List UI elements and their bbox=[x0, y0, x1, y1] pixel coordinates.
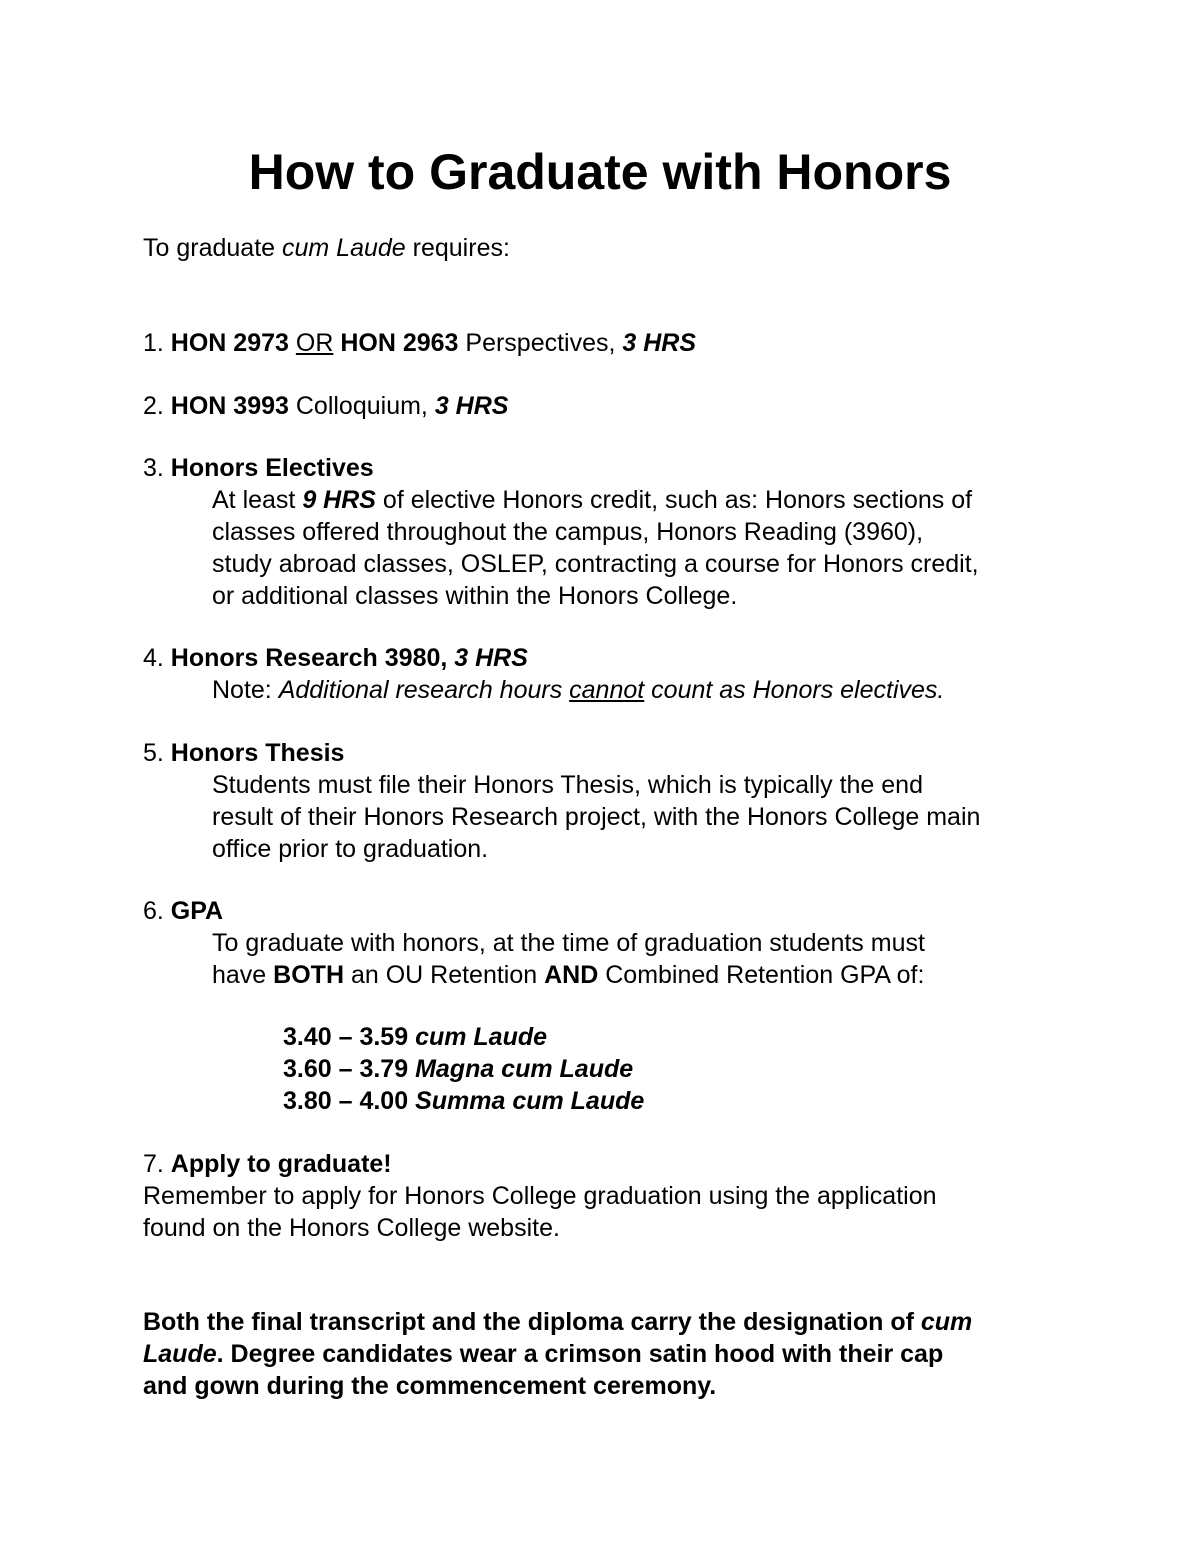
list-item-1 bbox=[143, 327, 696, 359]
text-run: . Degree candidates wear a crimson satin hood with their cap bbox=[216, 1340, 944, 1368]
honor-label: Summa cum Laude bbox=[415, 1087, 645, 1115]
item-heading: Honors Thesis bbox=[170, 739, 345, 767]
item-3-text bbox=[212, 484, 972, 516]
italic-run: cum bbox=[920, 1308, 973, 1336]
text-run: Both the final transcript and the diploma carry the designation of bbox=[143, 1308, 921, 1336]
gpa-range: 3.60 – 3.79 bbox=[283, 1055, 416, 1083]
item-3-text: classes offered throughout the campus, Honors Reading (3960), bbox=[212, 518, 924, 546]
credit-hours: 3 HRS bbox=[622, 329, 697, 357]
item-4-note bbox=[212, 674, 944, 706]
item-number: 4. bbox=[143, 644, 171, 672]
list-item-7 bbox=[143, 1148, 392, 1180]
intro-text-end: requires: bbox=[405, 234, 510, 262]
intro-text: To graduate bbox=[143, 234, 282, 262]
item-5-text: result of their Honors Research project, with the Honors College main bbox=[212, 803, 981, 831]
text-run: an OU Retention bbox=[344, 961, 545, 989]
item-heading: Honors Research 3980, bbox=[170, 644, 455, 672]
text-run: have bbox=[212, 961, 274, 989]
item-heading: Apply to graduate! bbox=[170, 1150, 392, 1178]
list-item-4 bbox=[143, 642, 528, 674]
item-6-text: To graduate with honors, at the time of graduation students must bbox=[212, 929, 925, 957]
item-7-text: found on the Honors College website. bbox=[143, 1214, 560, 1242]
item-3-text: or additional classes within the Honors College. bbox=[212, 582, 738, 610]
gpa-range-row bbox=[283, 1021, 547, 1053]
item-number: 5. bbox=[143, 739, 171, 767]
item-number: 7. bbox=[143, 1150, 171, 1178]
gpa-range-row bbox=[283, 1053, 633, 1085]
course-code: HON 2963 bbox=[340, 329, 459, 357]
item-6-text bbox=[212, 959, 924, 991]
gpa-range: 3.40 – 3.59 bbox=[283, 1023, 416, 1051]
honor-label: cum Laude bbox=[415, 1023, 548, 1051]
note-label: Note: bbox=[212, 676, 279, 704]
closing-paragraph: and gown during the commencement ceremony. bbox=[143, 1372, 717, 1400]
intro-line bbox=[143, 232, 510, 264]
item-number: 2. bbox=[143, 392, 171, 420]
course-name: Colloquium, bbox=[288, 392, 435, 420]
item-number: 6. bbox=[143, 897, 171, 925]
credit-hours: 3 HRS bbox=[454, 644, 528, 672]
item-number: 3. bbox=[143, 454, 171, 482]
credit-hours: 3 HRS bbox=[434, 392, 509, 420]
item-5-text: Students must file their Honors Thesis, which is typically the end bbox=[212, 771, 923, 799]
closing-paragraph bbox=[143, 1306, 972, 1338]
item-heading: Honors Electives bbox=[170, 454, 374, 482]
gpa-range-row bbox=[283, 1085, 644, 1117]
list-item-2 bbox=[143, 390, 508, 422]
underlined-emphasis: cannot bbox=[569, 676, 645, 704]
list-item-5 bbox=[143, 737, 344, 769]
text-run: At least bbox=[212, 486, 303, 514]
list-item-6 bbox=[143, 895, 223, 927]
gpa-range: 3.80 – 4.00 bbox=[283, 1087, 416, 1115]
item-3-text: study abroad classes, OSLEP, contracting a course for Honors credit, bbox=[212, 550, 979, 578]
text-run: of elective Honors credit, such as: Honors sections of bbox=[375, 486, 973, 514]
list-item-3 bbox=[143, 452, 374, 484]
item-number: 1. bbox=[143, 329, 171, 357]
text-run: Additional research hours bbox=[278, 676, 570, 704]
course-name: Perspectives, bbox=[458, 329, 623, 357]
item-5-text: office prior to graduation. bbox=[212, 835, 489, 863]
bold-run: AND bbox=[544, 961, 599, 989]
italic-run: Laude bbox=[143, 1340, 217, 1368]
item-7-text: Remember to apply for Honors College graduation using the application bbox=[143, 1182, 937, 1210]
intro-emphasis: cum Laude bbox=[282, 234, 406, 262]
credit-hours: 9 HRS bbox=[302, 486, 376, 514]
course-code: HON 3993 bbox=[170, 392, 289, 420]
honor-label: Magna cum Laude bbox=[415, 1055, 634, 1083]
closing-paragraph bbox=[143, 1338, 943, 1370]
page-title: How to Graduate with Honors bbox=[248, 144, 952, 200]
bold-run: BOTH bbox=[273, 961, 344, 989]
text-run: count as Honors electives. bbox=[644, 676, 945, 704]
item-heading: GPA bbox=[170, 897, 224, 925]
or-text: OR bbox=[295, 329, 334, 357]
course-code: HON 2973 bbox=[170, 329, 289, 357]
text-run: Combined Retention GPA of: bbox=[598, 961, 925, 989]
